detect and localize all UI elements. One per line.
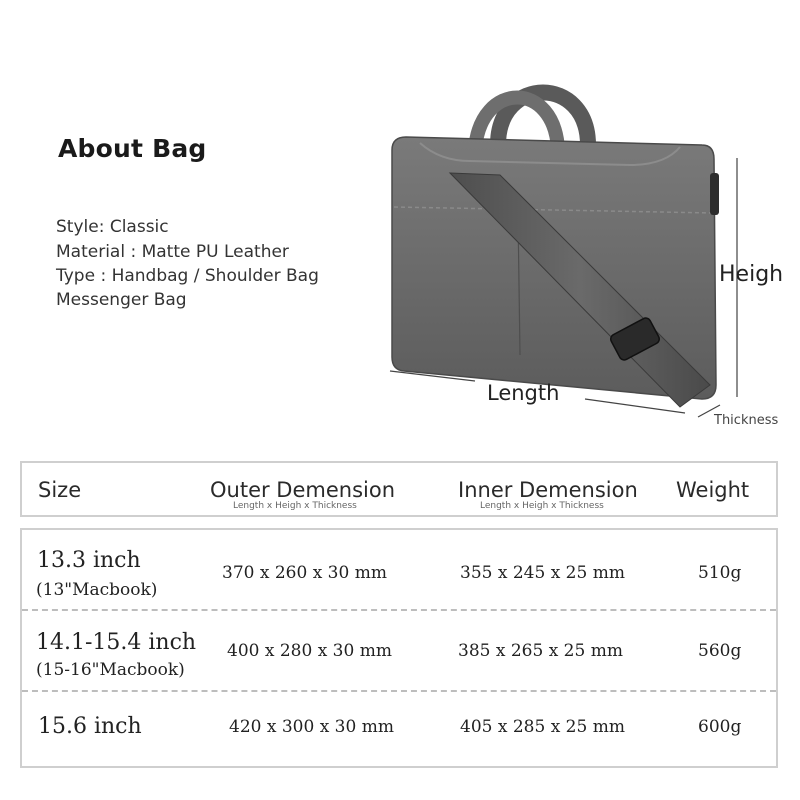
length-label: Length xyxy=(487,381,560,405)
row3-weight: 600g xyxy=(698,717,742,737)
header-inner-sub: Length x Heigh x Thickness xyxy=(480,501,604,511)
row3-outer: 420 x 300 x 30 mm xyxy=(229,717,394,737)
row2-size: 14.1-15.4 inch xyxy=(36,630,197,655)
row1-outer: 370 x 260 x 30 mm xyxy=(222,563,387,583)
header-weight: Weight xyxy=(676,478,750,502)
row2-inner: 385 x 265 x 25 mm xyxy=(458,641,623,661)
thickness-label: Thickness xyxy=(714,413,779,428)
row3-inner: 405 x 285 x 25 mm xyxy=(460,717,625,737)
row1-size: 13.3 inch xyxy=(37,548,141,573)
about-title: About Bag xyxy=(58,134,207,163)
laptop-bag-image xyxy=(380,55,750,435)
row-divider xyxy=(22,609,776,611)
header-inner: Inner Demension xyxy=(458,478,638,502)
row1-inner: 355 x 245 x 25 mm xyxy=(460,563,625,583)
spec-style: Style: Classic xyxy=(56,217,169,237)
row1-size-note: (13"Macbook) xyxy=(36,580,158,600)
height-label: Heigh xyxy=(719,262,784,287)
row2-size-note: (15-16"Macbook) xyxy=(36,660,185,680)
spec-material: Material : Matte PU Leather xyxy=(56,242,289,262)
row1-weight: 510g xyxy=(698,563,742,583)
row2-outer: 400 x 280 x 30 mm xyxy=(227,641,392,661)
header-size: Size xyxy=(38,478,82,502)
row3-size: 15.6 inch xyxy=(38,714,142,739)
spec-messenger: Messenger Bag xyxy=(56,290,187,310)
header-outer: Outer Demension xyxy=(210,478,396,502)
spec-type: Type : Handbag / Shoulder Bag xyxy=(56,266,319,286)
table-header xyxy=(20,461,778,517)
header-outer-sub: Length x Heigh x Thickness xyxy=(233,501,357,511)
row2-weight: 560g xyxy=(698,641,742,661)
zipper-pull xyxy=(710,173,719,215)
row-divider xyxy=(22,690,776,692)
